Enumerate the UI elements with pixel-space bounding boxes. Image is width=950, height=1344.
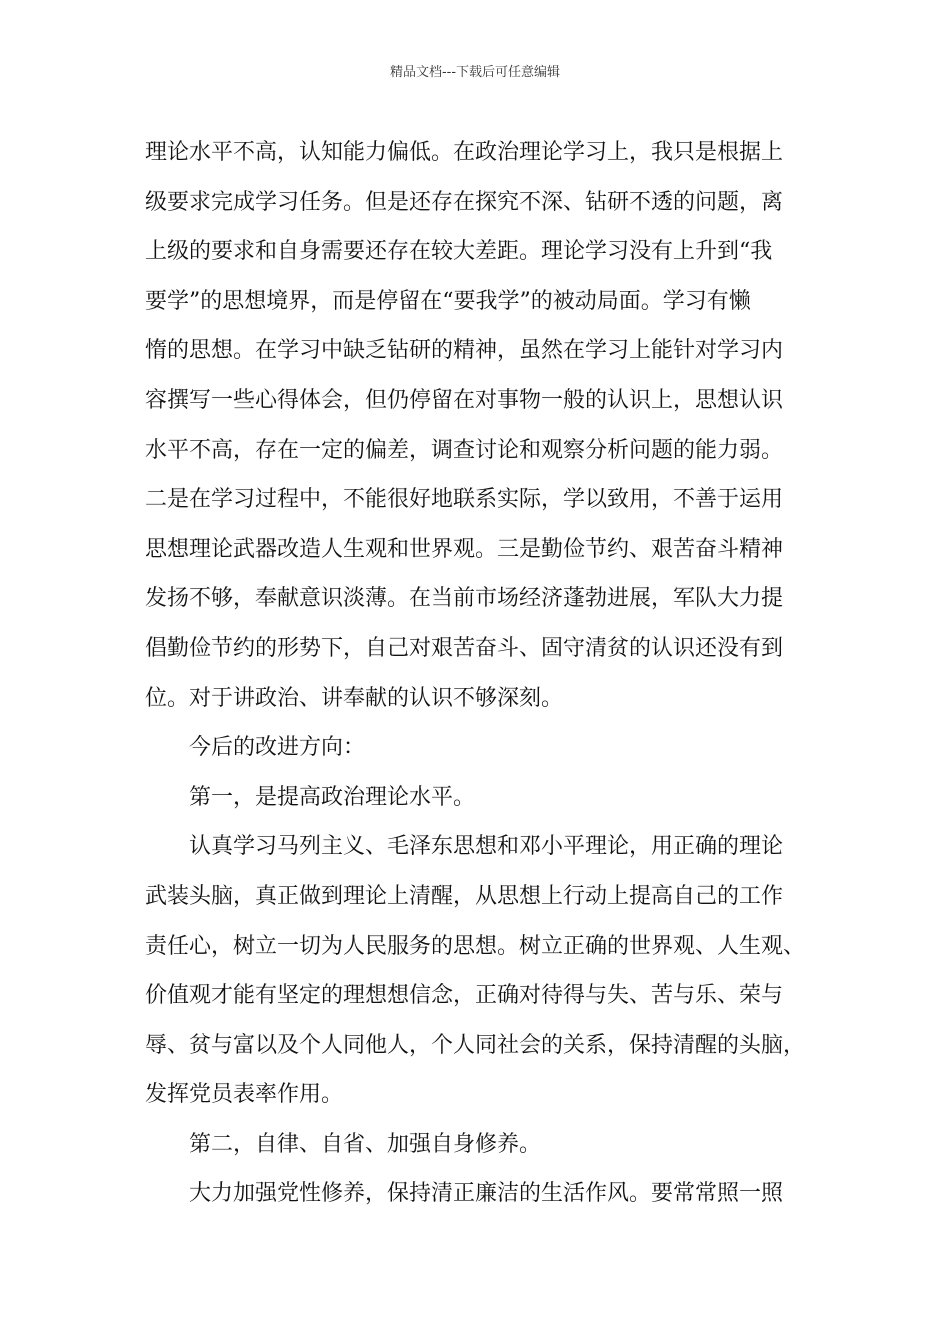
subheading-first: 第一，是提高政治理论水平。 — [189, 784, 476, 810]
text-line-2: 级要求完成学习任务。但是还存在探究不深、钻研不透的问题，离 — [145, 189, 784, 215]
text-line-22: 大力加强党性修养，保持清正廉洁的生活作风。要常常照一照 — [189, 1181, 784, 1207]
text-line-20: 发挥党员表率作用。 — [145, 1082, 344, 1108]
text-line-5: 惰的思想。在学习中缺乏钻研的精神，虽然在学习上能针对学习内 — [145, 338, 784, 364]
text-line-15: 认真学习马列主义、毛泽东思想和邓小平理论，用正确的理论 — [189, 834, 784, 860]
text-line-3: 上级的要求和自身需要还存在较大差距。理论学习没有上升到“我 — [145, 239, 773, 265]
document-body — [145, 128, 815, 1219]
text-line-7: 水平不高，存在一定的偏差，调查讨论和观察分析问题的能力弱。 — [145, 437, 784, 463]
text-line-9: 思想理论武器改造人生观和世界观。三是勤俭节约、艰苦奋斗精神 — [145, 536, 784, 562]
text-line-11: 倡勤俭节约的形势下，自己对艰苦奋斗、固守清贫的认识还没有到 — [145, 635, 784, 661]
page-header: 精品文档---下载后可任意编辑 — [389, 65, 561, 80]
section-heading-improvement: 今后的改进方向： — [189, 735, 366, 761]
text-line-19: 辱、贫与富以及个人同他人，个人同社会的关系，保持清醒的头脑， — [145, 1032, 806, 1058]
text-line-12: 位。对于讲政治、讲奉献的认识不够深刻。 — [145, 685, 564, 711]
text-line-4: 要学”的思想境界，而是停留在“要我学”的被动局面。学习有懒 — [145, 288, 751, 314]
subheading-second: 第二，自律、自省、加强自身修养。 — [189, 1131, 542, 1157]
text-line-17: 责任心，树立一切为人民服务的思想。树立正确的世界观、人生观、 — [145, 933, 806, 959]
text-line-8: 二是在学习过程中，不能很好地联系实际，学以致用，不善于运用 — [145, 487, 784, 513]
text-line-6: 容撰写一些心得体会，但仍停留在对事物一般的认识上，思想认识 — [145, 387, 784, 413]
text-line-1: 理论水平不高，认知能力偏低。在政治理论学习上，我只是根据上 — [145, 140, 784, 165]
text-line-18: 价值观才能有坚定的理想想信念，正确对待得与失、苦与乐、荣与 — [145, 983, 784, 1009]
text-line-16: 武装头脑，真正做到理论上清醒，从思想上行动上提高自己的工作 — [145, 883, 784, 909]
text-line-10: 发扬不够，奉献意识淡薄。在当前市场经济蓬勃进展，军队大力提 — [145, 586, 784, 612]
